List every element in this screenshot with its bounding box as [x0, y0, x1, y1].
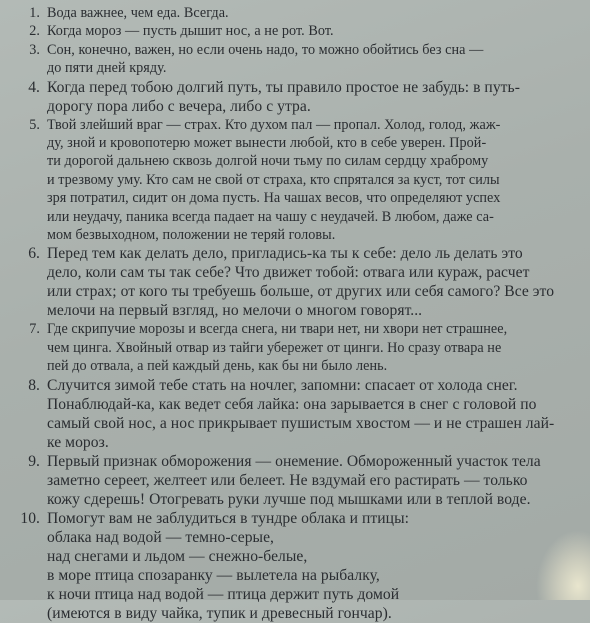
item-text-line: чем цинга. Хвойный отвар из тайги убережет от цинги. Но сразу отвара не — [47, 339, 502, 356]
item-text-line: Где скрипучие морозы и всегда снега, ни твари нет, ни хвори нет страшнее, — [47, 321, 508, 338]
document-page — [0, 4, 590, 622]
item-text-line: заметно сереет, желтеет или белеет. Не вздумай его растирать — только — [47, 471, 528, 489]
item-text-line: Когда мороз — пусть дышит нос, а не рот. Вот. — [47, 23, 334, 40]
list-item — [0, 116, 590, 245]
item-text-line: Вода важнее, чем еда. Всегда. — [47, 5, 229, 21]
list-item — [0, 376, 590, 452]
item-number: 5. — [29, 116, 40, 133]
item-text-line: пей до отвала, а пей каждый день, как бы ни было лень. — [47, 358, 388, 375]
item-text-line: мелочи на первый взгляд, но мелочи о многом говорят... — [47, 302, 423, 320]
page-corner-illustration — [536, 530, 590, 600]
poem-line: (имеются в виду чайка, тупик и древесный гончар). — [47, 604, 392, 622]
poem-line: в море птица спозаранку — вылетела на рыбалку, — [47, 566, 380, 584]
item-number: 9. — [28, 452, 40, 470]
list-item — [0, 509, 590, 623]
poem-line: к ночи птица над водой — птица держит путь домой — [47, 585, 400, 603]
item-text-line: дело, коли сам ты так себе? Что движет тобой: отвага или кураж, расчет — [47, 264, 530, 282]
list-item — [0, 22, 590, 40]
item-number: 10. — [20, 509, 40, 527]
list-item — [0, 41, 590, 78]
item-text-line: и трезвому уму. Кто сам не свой от страха, кто спрятался за куст, тот силы — [47, 171, 500, 188]
item-text-line: кожу сдерешь! Отогревать руки лучше под мышками или в теплой воде. — [47, 490, 531, 508]
item-number: 4. — [28, 78, 40, 96]
item-text-line: или страх; от кого ты требуешь больше, от других или себя самого? Все это — [47, 283, 555, 301]
item-text-line: Случится зимой тебе стать на ночлег, запомни: спасает от холода снег. — [47, 376, 518, 394]
list-item — [0, 320, 590, 375]
item-number: 2. — [29, 23, 40, 40]
item-number: 6. — [28, 245, 40, 263]
item-text-line: ду, зной и кровопотерю может вынести любой, кто в себе уверен. Прой- — [47, 135, 487, 152]
item-text-line: Когда перед тобою долгий путь, ты правило простое не забудь: в путь- — [47, 78, 520, 96]
item-number: 1. — [29, 5, 40, 21]
item-text-line: ти дорогой дальнею сквозь долгой ночи тьму по силам сердцу храброму — [47, 153, 489, 170]
item-number: 7. — [29, 321, 40, 338]
item-text-line: ке мороз. — [47, 433, 109, 451]
item-number: 3. — [29, 41, 40, 58]
item-text-line: мом безвыходном, положении не теряй головы. — [47, 227, 336, 244]
poem-block — [47, 528, 584, 623]
poem-line: над снегами и льдом — снежно-белые, — [47, 547, 308, 565]
item-text-line: или неудачу, паника всегда падает на чашу с неудачей. В любом, даже са- — [47, 208, 494, 225]
item-text-line: дорогу пора либо с вечера, либо с утра. — [47, 97, 311, 115]
list-item — [0, 78, 590, 116]
survival-rules-list — [0, 4, 590, 623]
item-text-line: Перед тем как делать дело, пригладись-ка ты к себе: дело ль делать это — [47, 245, 523, 263]
item-text-line: Помогут вам не заблудиться в тундре облака и птицы: — [47, 509, 409, 527]
item-text-line: зря потратил, сидит он дома пусть. На чашах весов, что определяют успех — [47, 190, 501, 207]
item-text-line: самый свой нос, а нос прикрывает пушистым хвостом — и не страшен лай- — [47, 414, 555, 432]
list-item — [0, 4, 590, 22]
item-text-line: до пяти дней кряду. — [47, 60, 167, 77]
item-number: 8. — [28, 376, 40, 394]
item-text-line: Первый признак обморожения — онемение. Обмороженный участок тела — [47, 452, 541, 470]
item-text-line: Сон, конечно, важен, но если очень надо, то можно обойтись без сна — — [47, 41, 484, 58]
item-text-line: Твой злейший враг — страх. Кто духом пал — пропал. Холод, голод, жаж- — [47, 116, 501, 133]
item-text-line: Понаблюдай-ка, как ведет себя лайка: она зарывается в снег с головой по — [47, 395, 537, 413]
list-item — [0, 244, 590, 320]
poem-line: облака над водой — темно-серые, — [47, 528, 274, 546]
list-item — [0, 452, 590, 509]
